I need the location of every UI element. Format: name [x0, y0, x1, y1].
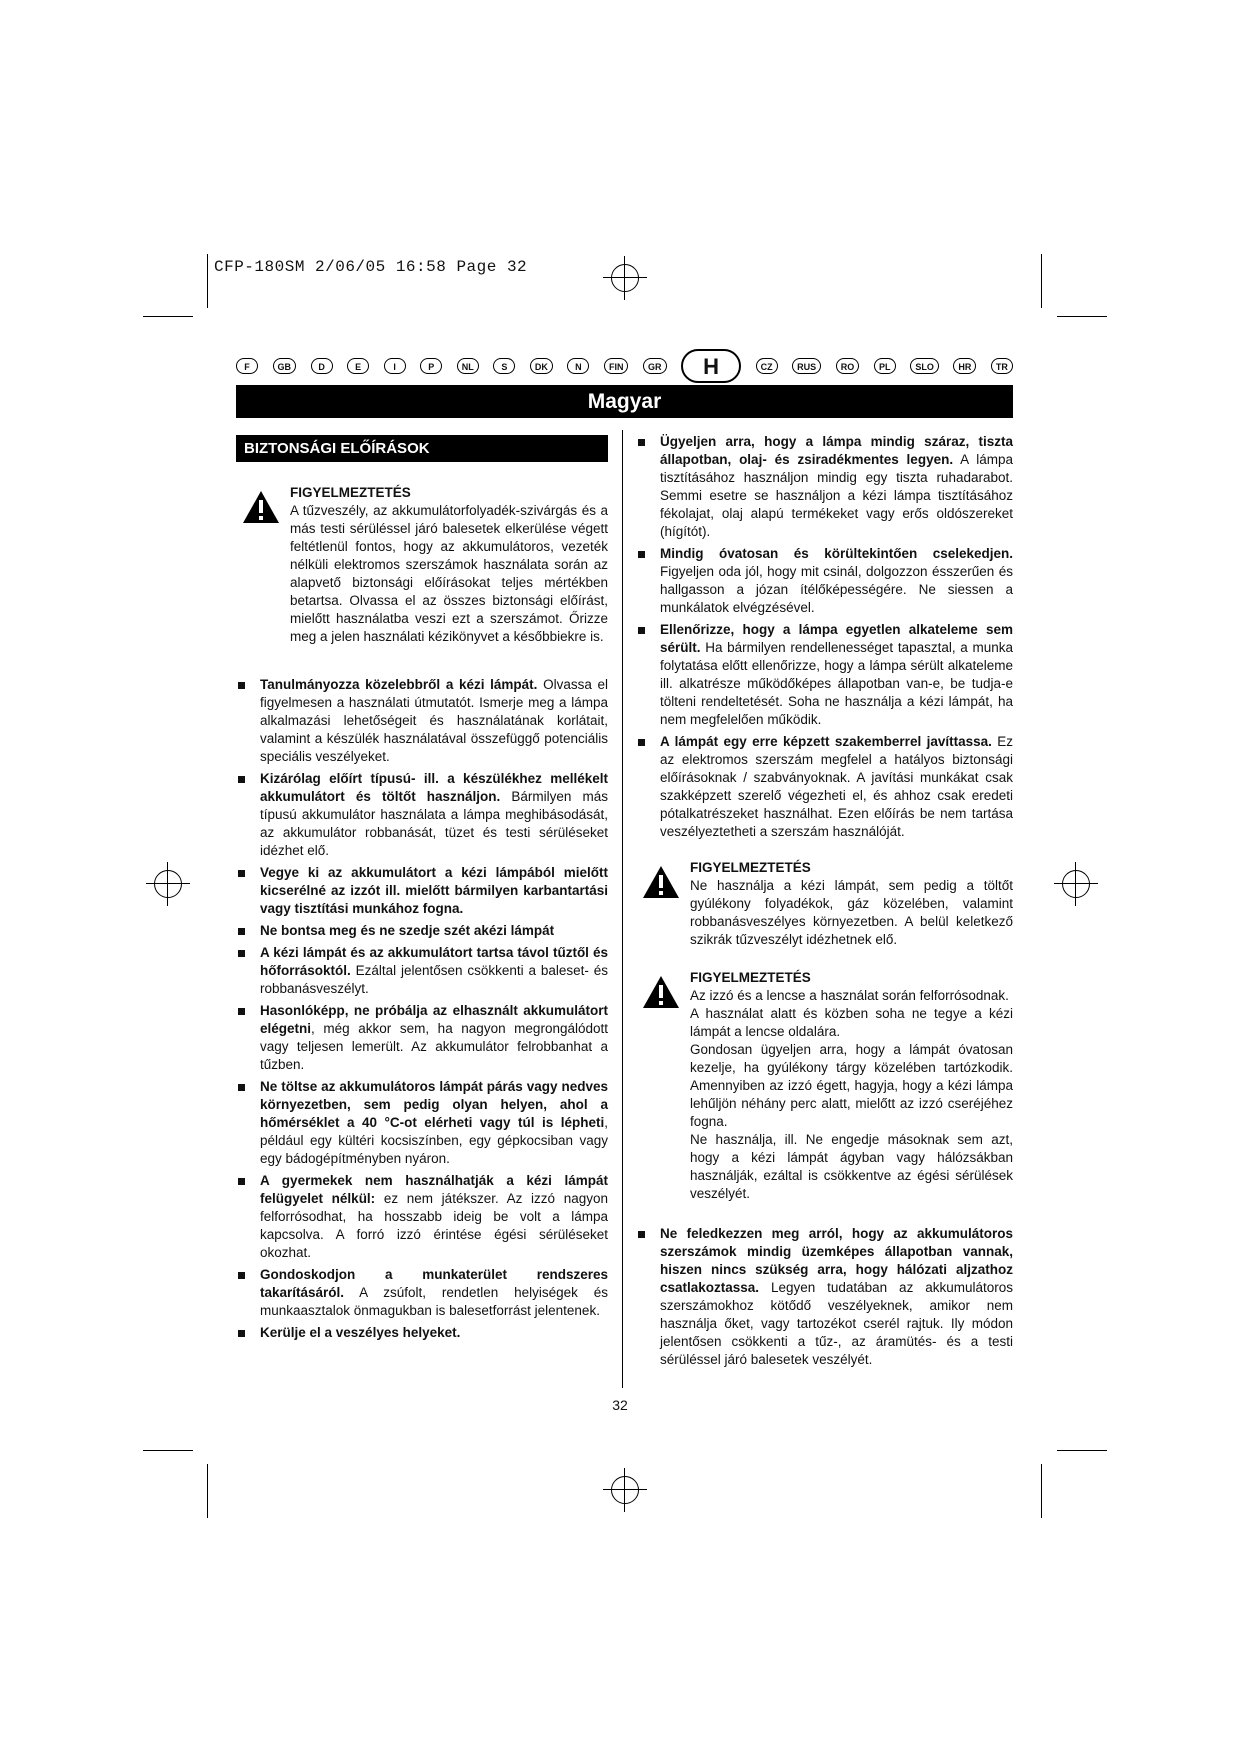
list-item-text: A lámpa tisztításához használjon mindig egy tiszta ruhadarabot. Semmi esetre se használjon a kézi lámpa tisztításához fékolajat, olaj alapú termékeket vagy erős oldószereket (hígítót). [660, 452, 1013, 539]
list-item-bold: Tanulmányozza közelebbről a kézi lámpát. [260, 677, 538, 692]
list-item [636, 545, 1013, 617]
list-item-text: Ha bármilyen rendellenességet tapasztal, a munka folytatása előtt ellenőrizze, hogy a lámpa sérült alkateleme ill. alkatrésze működőképes állapotban van-e, be tudja-e tölteni rendeltetését. Soha ne használja a kézi lámpát, ha nem megfelelően működik. [660, 640, 1013, 727]
warning-text: A használat alatt és közben soha ne tegye a kézi lámpát a lencse oldalára. [690, 1006, 1013, 1039]
warning-title: FIGYELMEZTETÉS [690, 970, 811, 985]
list-item [636, 621, 1013, 729]
language-tab-nl: NL [457, 358, 479, 374]
list-item [236, 1172, 608, 1262]
language-tab-ro: RO [836, 358, 860, 374]
warning-text: Ne használja, ill. Ne engedje másoknak sem azt, hogy a kézi lámpát ágyban vagy hálózsákban használják, ezáltal is csökkentve az égési sérülések veszélyét. [690, 1132, 1013, 1201]
list-item-bold: Mindig óvatosan és körültekintően cselekedjen. [660, 546, 1013, 561]
language-tab-i: I [384, 358, 406, 374]
language-tab-e: E [347, 358, 369, 374]
list-item [236, 922, 608, 940]
list-item-bold: Hasonlóképp, ne próbálja az elhasznált akkumulátort elégetni [260, 1003, 608, 1036]
warning-block [236, 484, 608, 646]
warning-title: FIGYELMEZTETÉS [690, 860, 811, 875]
list-item-bold: Kerülje el a veszélyes helyeket. [260, 1325, 461, 1340]
registration-mark [146, 862, 190, 906]
crop-mark [207, 1464, 208, 1518]
language-tab-slo: SLO [910, 358, 939, 374]
warning-text: A tűzveszély, az akkumulátorfolyadék-szivárgás és a más testi sérüléssel járó balesetek elkerülése végett feltétlenül fontos, hogy az akkumulátoros, vezeték nélküli elektromos szerszámok használata során az alapvető biztonsági előírásokat teljes mértékben betartsa. Olvassa el az összes biztonsági előírást, mielőtt használatba veszi ezt a szerszámot. Őrizze meg a jelen használati kézikönyvet a későbbiekre is. [290, 503, 608, 644]
list-item [236, 1266, 608, 1320]
language-tab-pl: PL [874, 358, 896, 374]
language-tab-gb: GB [273, 358, 297, 374]
warning-triangle-icon [242, 490, 280, 524]
list-item [236, 944, 608, 998]
list-item-bold: Ellenőrizze, hogy a lámpa egyetlen alkateleme sem sérült. [660, 622, 1013, 655]
list-item [236, 1078, 608, 1168]
language-tab-cz: CZ [756, 358, 778, 374]
list-item-text: Olvassa el figyelmesen a használati útmutatót. Ismerje meg a lámpa alkalmazási lehetőségeit és használatának korlátait, valamint a készülék használatával összefüggő potenciális speciális veszélyeket. [260, 677, 608, 764]
crop-mark [1041, 254, 1042, 308]
language-tab-s: S [493, 358, 515, 374]
list-item [636, 733, 1013, 841]
crop-mark [1041, 1464, 1042, 1518]
language-tab-rus: RUS [792, 358, 821, 374]
list-item-text: , például egy kültéri kocsiszínben, egy gépkocsiban vagy egy bádogépítményben nyáron. [260, 1115, 608, 1166]
warning-text: Ne használja a kézi lámpát, sem pedig a töltőt gyúlékony folyadékok, gáz közelében, valamint robbanásveszélyes környezetben. A belül keletkező szikrák tűzveszélyt idézhetnek elő. [690, 878, 1013, 947]
column-divider [622, 430, 623, 1388]
registration-mark [1054, 862, 1098, 906]
list-item [236, 864, 608, 918]
right-column [636, 433, 1013, 1373]
warning-block [636, 859, 1013, 949]
language-tab-f: F [236, 358, 258, 374]
language-tab-gr: GR [643, 358, 667, 374]
language-tabs [236, 352, 1013, 380]
page-number: 32 [612, 1397, 628, 1413]
list-item-text: A zsúfolt, rendetlen helyiségek és munkaasztalok önmagukban is balesetforrást jelentenek. [260, 1285, 608, 1318]
list-item-bold: Kizárólag előírt típusú- ill. a készülékhez mellékelt akkumulátort és töltőt használjon. [260, 771, 608, 804]
right-bullet-list [636, 433, 1013, 841]
language-tab-dk: DK [530, 358, 553, 374]
list-item-bold: Vegye ki az akkumulátort a kézi lámpából mielőtt kicserélné az izzót ill. mielőtt bármilyen karbantartási vagy tisztítási munkához fogna. [260, 865, 608, 916]
list-item-text: Bármilyen más típusú akkumulátor használata a lámpa meghibásodását, az akkumulátor robbanását, tüzet és testi sérüléseket idézhet elő. [260, 789, 608, 858]
list-item [236, 1324, 608, 1342]
crop-mark [1057, 316, 1107, 317]
list-item [636, 433, 1013, 541]
crop-mark [1057, 1450, 1107, 1451]
language-tab-p: P [420, 358, 442, 374]
registration-mark [603, 256, 647, 300]
left-column [236, 435, 608, 1346]
list-item-bold: A gyermekek nem használhatják a kézi lámpát felügyelet nélkül: [260, 1173, 608, 1206]
warning-text: Gondosan ügyeljen arra, hogy a lámpát óvatosan kezelje, ha gyúlékony tárgy közelében tartózkodik. Amennyiben az izzó égett, hagyja, hogy a kézi lámpa lehűljön néhány perc alatt, mielőtt az izzó cseréjéhez fogna. [690, 1042, 1013, 1129]
registration-mark [603, 1468, 647, 1512]
print-slug: CFP-180SM 2/06/05 16:58 Page 32 [214, 258, 528, 276]
page-title: Magyar [236, 385, 1013, 418]
language-tab-d: D [311, 358, 333, 374]
list-item-bold: Ne töltse az akkumulátoros lámpát párás vagy nedves környezetben, sem pedig olyan helyen, ahol a hőmérséklet a 40 °C-ot elérheti vagy túl is lépheti [260, 1079, 608, 1130]
list-item-bold: Ne bontsa meg és ne szedje szét akézi lámpát [260, 923, 555, 938]
list-item-bold: A kézi lámpát és az akkumulátort tartsa távol tűztől és hőforrásoktól. [260, 945, 608, 978]
list-item-text: Figyeljen oda jól, hogy mit csinál, dolgozzon ésszerűen és hallgasson a józan ítélőképességére. Ne siessen a munkálatok elvégzésével. [660, 564, 1013, 615]
section-heading: BIZTONSÁGI ELŐÍRÁSOK [236, 435, 608, 462]
language-tab-hr: HR [953, 358, 976, 374]
list-item [236, 676, 608, 766]
list-item-bold: Ügyeljen arra, hogy a lámpa mindig száraz, tiszta állapotban, olaj- és zsiradékmentes legyen. [660, 434, 1013, 467]
list-item [236, 770, 608, 860]
list-item-bold: Ne feledkezzen meg arról, hogy az akkumulátoros szerszámok mindig üzemképes állapotban vannak, hiszen nincs szükség arra, hogy hálózati aljzathoz csatlakoztassa. [660, 1226, 1013, 1295]
crop-mark [143, 316, 193, 317]
list-item-text: , még akkor sem, ha nagyon megrongálódott vagy teljesen lemerült. Az akkumulátor felrobbanhat a tűzben. [260, 1021, 608, 1072]
crop-mark [207, 254, 208, 308]
list-item [636, 1225, 1013, 1369]
list-item [236, 1002, 608, 1074]
list-item-text: ez nem játékszer. Az izzó nagyon felforrósodhat, ha hosszabb ideig be volt a lámpa kapcsolva. A forró izzó érintése égési sérüléseket okozhat. [260, 1191, 608, 1260]
warning-block [636, 969, 1013, 1203]
warning-triangle-icon [642, 865, 680, 899]
list-item-text: Legyen tudatában az akkumulátoros szerszámokhoz kötődő veszélyeknek, amikor nem használja őket, vagy tartozékot cserél rajtuk. Ily módon jelentősen csökkenti a tűz-, az áramütés- és a testi sérüléssel járó balesetek veszélyét. [660, 1280, 1013, 1367]
list-item-bold: Gondoskodjon a munkaterület rendszeres takarításáról. [260, 1267, 608, 1300]
list-item-bold: A lámpát egy erre képzett szakemberrel javíttassa. [660, 734, 992, 749]
language-tab-h: H [681, 349, 741, 383]
left-bullet-list [236, 676, 608, 1342]
language-tab-n: N [567, 358, 589, 374]
crop-mark [143, 1450, 193, 1451]
language-tab-fin: FIN [604, 358, 629, 374]
language-tab-tr: TR [991, 358, 1013, 374]
list-item-text: Ezáltal jelentősen csökkenti a baleset- és robbanásveszélyt. [260, 963, 608, 996]
warning-triangle-icon [642, 975, 680, 1009]
warning-text: Az izzó és a lencse a használat során felforrósodnak. [690, 988, 1009, 1003]
list-item-text: Ez az elektromos szerszám megfelel a hatályos biztonsági előírásoknak / szabványoknak. A javítási munkákat csak szakképzett szerelő végezheti el, és ahhoz csak eredeti pótalkatrészeket használhat. Ezen előírás be nem tartása veszélyeztetheti a szerszám használóját. [660, 734, 1013, 839]
warning-title: FIGYELMEZTETÉS [290, 485, 411, 500]
